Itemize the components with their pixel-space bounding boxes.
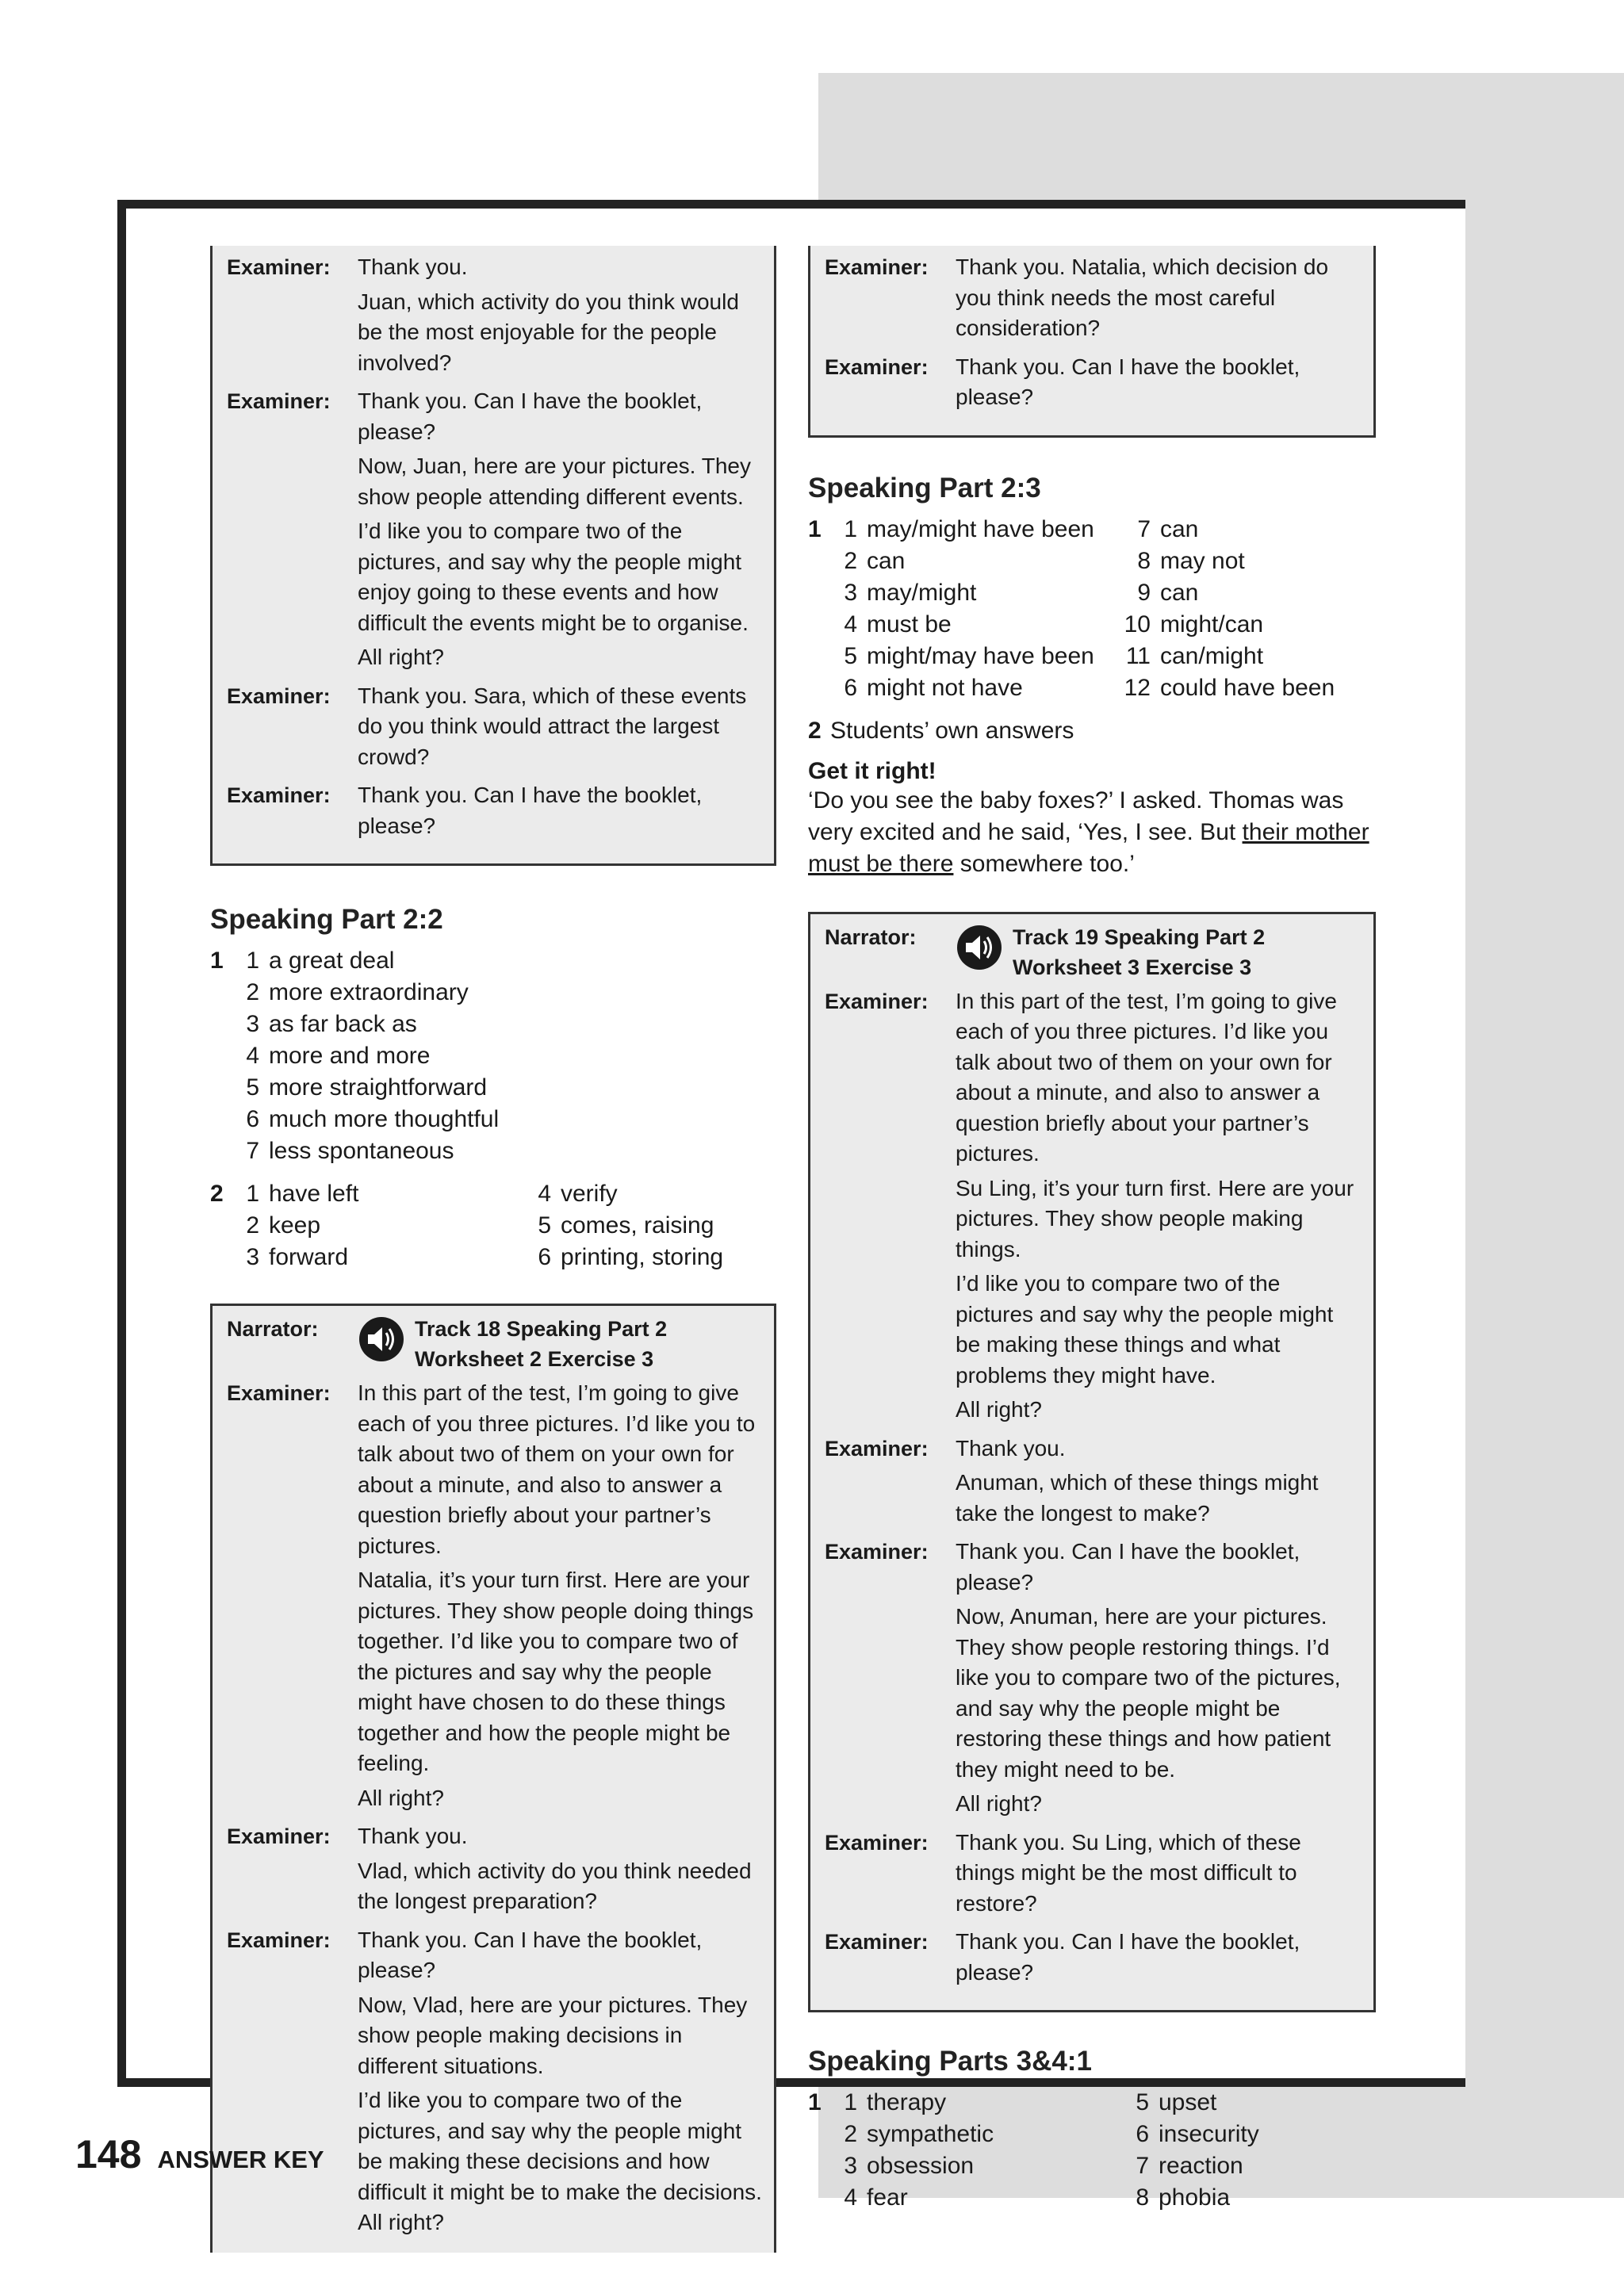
transcript-row: [825, 252, 1362, 348]
answer-item: [830, 641, 1116, 672]
answer-text: verify: [561, 1181, 618, 1207]
answer-item: [1116, 641, 1335, 672]
answer-text: sympathetic: [867, 2121, 994, 2147]
answer-number: 3: [844, 2153, 857, 2179]
transcript-text: Thank you. Can I have the booklet, please?: [358, 1927, 703, 1982]
answer-text: forward: [269, 1244, 349, 1270]
transcript-text: In this part of the test, I’m going to give each of you three pictures. I’d like you talk about two of them on your own for about a minute, and also to answer a question briefly about your partner’s pictures.: [956, 988, 1337, 1166]
transcript-row: [825, 1927, 1362, 1992]
transcript-row: [227, 252, 763, 382]
section-speaking-parts-3-4-1: [808, 2046, 1376, 2214]
narrator-row: [825, 922, 1362, 982]
answer-text: much more thoughtful: [269, 1106, 500, 1132]
answer-number: 1: [246, 948, 259, 974]
transcript-text: I’d like you to compare two of the pictures, and say why the people might be making these decisions and how difficult it might be to make the decisions. All right?: [358, 2088, 762, 2234]
answer-item: [1116, 609, 1335, 641]
narrator-label: Narrator:: [825, 925, 917, 949]
answer-item: [1122, 2150, 1259, 2182]
speaker-label: Examiner:: [825, 1830, 929, 1855]
answer-text: as far back as: [269, 1011, 417, 1037]
speaker-label: Examiner:: [227, 1381, 331, 1405]
answer-number: 5: [1136, 2089, 1149, 2115]
speaker-label: Examiner:: [227, 389, 331, 413]
answer-number: 6: [246, 1106, 259, 1132]
exercise-answer: Students’ own answers: [830, 717, 1074, 744]
answer-item: [830, 2182, 1122, 2214]
answer-item: [232, 1104, 499, 1135]
transcript-box-continued: [210, 246, 776, 866]
section-speaking-part-2-3: [808, 473, 1376, 747]
transcript-text: Vlad, which activity do you think needed the longest preparation?: [358, 1858, 752, 1913]
speaker-label: Examiner:: [227, 783, 331, 807]
answer-number: 1: [844, 515, 857, 542]
exercise-2: [808, 715, 1376, 747]
answer-number: 7: [1136, 2153, 1149, 2179]
answer-text: can: [1160, 515, 1199, 542]
exercise-number: 2: [808, 717, 822, 744]
answer-number: 1: [844, 2089, 857, 2115]
answer-text: have left: [269, 1181, 359, 1207]
answer-number: 10: [1124, 611, 1151, 637]
transcript-text: All right?: [956, 1791, 1042, 1816]
answer-text: reaction: [1159, 2153, 1243, 2179]
speaker-label: Examiner:: [825, 1540, 929, 1564]
answer-number: 4: [246, 1043, 259, 1069]
answer-text: might/may have been: [867, 642, 1094, 669]
track-title: Track 19 Speaking Part 2 Worksheet 3 Exercise 3: [1013, 925, 1266, 979]
transcript-text: Natalia, it’s your turn first. Here are your pictures. They show people doing things together. I’d like you to compare two of the pictures and say why the people might have chosen to do these things together and how the people might be feeling.: [358, 1568, 754, 1775]
narrator-label: Narrator:: [227, 1317, 319, 1341]
answer-item: [1116, 546, 1335, 577]
answer-item: [232, 1040, 499, 1072]
answer-text: can: [1160, 579, 1199, 606]
audio-speaker-icon[interactable]: [956, 924, 1003, 971]
answer-number: 5: [844, 642, 857, 669]
answer-number: 7: [246, 1138, 259, 1164]
answer-number: 3: [246, 1011, 259, 1037]
transcript-text: All right?: [358, 645, 444, 669]
answer-text: can/might: [1160, 642, 1264, 669]
right-column: [808, 246, 1376, 2225]
answer-item: [830, 609, 1116, 641]
exercise-2: [210, 1178, 776, 1273]
transcript-box-track-18: [210, 1304, 776, 2253]
audio-speaker-icon[interactable]: [358, 1315, 405, 1363]
transcript-row: [227, 1925, 763, 2242]
answer-text: less spontaneous: [269, 1138, 454, 1164]
answer-number: 2: [844, 2121, 857, 2147]
speaker-label: Examiner:: [227, 255, 331, 279]
speaker-label: Examiner:: [227, 1824, 331, 1848]
transcript-row: [825, 352, 1362, 417]
get-it-right-text: ‘Do you see the baby foxes?’ I asked. Thomas was very excited and he said, ‘Yes, I see. But their mother must be there somewhere too.’: [808, 787, 1369, 877]
answer-item: [232, 1009, 499, 1040]
transcript-text: Su Ling, it’s your turn first. Here are your pictures. They show people making things.: [956, 1175, 1354, 1262]
answer-number: 7: [1137, 515, 1151, 542]
answer-item: [232, 977, 499, 1009]
transcript-text: Now, Juan, here are your pictures. They show people attending different events.: [358, 454, 751, 509]
answer-item: [830, 577, 1116, 609]
section-title: Speaking Part 2:2: [210, 904, 443, 935]
answer-text: comes, raising: [561, 1212, 714, 1239]
answer-item: [232, 945, 499, 977]
answer-item: [830, 2119, 1122, 2150]
transcript-text: Thank you. Can I have the booklet, please?: [956, 1929, 1300, 1985]
answer-text: keep: [269, 1212, 321, 1239]
transcript-row: [227, 386, 763, 677]
answer-number: 4: [844, 2184, 857, 2211]
transcript-row: [227, 780, 763, 845]
answer-item: [1122, 2182, 1259, 2214]
answer-number: 6: [538, 1244, 551, 1270]
answer-text: might/can: [1160, 611, 1264, 637]
answer-number: 5: [246, 1074, 259, 1101]
answer-item: [524, 1242, 723, 1273]
answer-text: could have been: [1160, 674, 1335, 701]
answer-number: 3: [246, 1244, 259, 1270]
speaker-label: Examiner:: [227, 1928, 331, 1952]
answer-number: 4: [844, 611, 857, 637]
answer-text: might not have: [867, 674, 1023, 701]
speaker-label: Examiner:: [825, 1436, 929, 1461]
transcript-row: [227, 1821, 763, 1921]
transcript-text: All right?: [358, 1785, 444, 1810]
answer-item: [524, 1210, 723, 1242]
answer-number: 6: [1136, 2121, 1149, 2147]
transcript-text: In this part of the test, I’m going to give each of you three pictures. I’d like you to talk about two of them on your own for about a minute, and also to answer a question briefly about your partner’s pictures.: [358, 1380, 756, 1558]
answer-item: [830, 514, 1116, 546]
answer-item: [232, 1072, 499, 1104]
answer-text: more and more: [269, 1043, 431, 1069]
answer-text: phobia: [1159, 2184, 1231, 2211]
answer-number: 8: [1137, 547, 1151, 574]
answer-item: [830, 2150, 1122, 2182]
answer-text: must be: [867, 611, 952, 637]
transcript-row: [227, 681, 763, 777]
transcript-text: Thank you. Sara, which of these events do you think would attract the largest crowd?: [358, 683, 747, 769]
exercise-number: 1: [210, 948, 224, 974]
answer-number: 11: [1125, 642, 1151, 669]
transcript-row: [825, 1828, 1362, 1924]
answer-item: [830, 546, 1116, 577]
answer-item: [232, 1135, 499, 1167]
answer-text: more straightforward: [269, 1074, 488, 1101]
answer-item: [232, 1210, 524, 1242]
answer-text: upset: [1159, 2089, 1217, 2115]
transcript-row: [227, 1378, 763, 1817]
transcript-row: [825, 986, 1362, 1430]
answer-number: 4: [538, 1181, 551, 1207]
answer-item: [1122, 2119, 1259, 2150]
exercise-number: 2: [210, 1181, 224, 1207]
transcript-box-continued: [808, 246, 1376, 438]
get-it-right-title: Get it right!: [808, 757, 936, 784]
section-title: Speaking Part 2:3: [808, 472, 1041, 503]
transcript-box-track-19: [808, 912, 1376, 2013]
answer-number: 2: [844, 547, 857, 574]
answer-text: obsession: [867, 2153, 975, 2179]
speaker-label: Examiner:: [227, 683, 331, 708]
answer-number: 8: [1136, 2184, 1149, 2211]
exercise-number: 1: [808, 515, 822, 542]
answer-text: may/might have been: [867, 515, 1094, 542]
section-speaking-part-2-2: [210, 904, 776, 1273]
exercise-number: 1: [808, 2089, 822, 2115]
answer-item: [1116, 514, 1335, 546]
transcript-text: I’d like you to compare two of the pictures, and say why the people might enjoy going to these events and how difficult the events might be to organise.: [358, 519, 749, 635]
answer-item: [1116, 672, 1335, 704]
answer-number: 2: [246, 979, 259, 1005]
answer-item: [830, 672, 1116, 704]
transcript-text: Thank you. Su Ling, which of these things might be the most difficult to restore?: [956, 1829, 1301, 1916]
footer-label: ANSWER KEY: [157, 2146, 324, 2173]
answer-text: fear: [867, 2184, 908, 2211]
answer-number: 1: [246, 1181, 259, 1207]
answer-item: [232, 1178, 524, 1210]
answer-text: printing, storing: [561, 1244, 724, 1270]
speaker-label: Examiner:: [825, 1930, 929, 1954]
transcript-text: Juan, which activity do you think would be the most enjoyable for the people involved?: [358, 289, 739, 375]
left-column: [210, 246, 776, 2253]
transcript-row: [825, 1434, 1362, 1533]
get-it-right: [808, 758, 1376, 880]
transcript-text: Thank you.: [358, 1824, 468, 1848]
answer-item: [830, 2087, 1122, 2119]
answer-number: 3: [844, 579, 857, 606]
transcript-text: Now, Anuman, here are your pictures. They show people restoring things. I’d like you to compare two of the pictures, and say why the people might be restoring these things and how patient they might need to be.: [956, 1604, 1341, 1782]
answer-number: 5: [538, 1212, 551, 1239]
transcript-text: Thank you. Can I have the booklet, please?: [358, 783, 703, 838]
transcript-text: Now, Vlad, here are your pictures. They show people making decisions in different situations.: [358, 1992, 748, 2078]
page-number: 148: [75, 2132, 142, 2177]
page-footer: [75, 2131, 324, 2177]
answer-number: 2: [246, 1212, 259, 1239]
exercise-1: [210, 945, 776, 1167]
answer-number: 9: [1137, 579, 1151, 606]
answer-item: [1116, 577, 1335, 609]
section-title: Speaking Parts 3&4:1: [808, 2046, 1092, 2077]
answer-text: insecurity: [1159, 2121, 1259, 2147]
transcript-text: Thank you. Can I have the booklet, please?: [956, 1539, 1300, 1595]
track-title: Track 18 Speaking Part 2 Worksheet 2 Exercise 3: [415, 1317, 668, 1371]
transcript-text: All right?: [956, 1397, 1042, 1422]
answer-item: [524, 1178, 723, 1210]
narrator-row: [227, 1314, 763, 1374]
speaker-label: Examiner:: [825, 354, 929, 379]
transcript-text: Thank you. Can I have the booklet, please?: [956, 354, 1300, 409]
answer-number: 6: [844, 674, 857, 701]
answer-text: may/might: [867, 579, 977, 606]
transcript-text: Thank you.: [358, 255, 468, 279]
answer-number: 12: [1124, 674, 1151, 701]
answer-text: a great deal: [269, 948, 395, 974]
answer-text: more extraordinary: [269, 979, 469, 1005]
speaker-label: Examiner:: [825, 989, 929, 1013]
answer-item: [232, 1242, 524, 1273]
transcript-text: Anuman, which of these things might take the longest to make?: [956, 1470, 1319, 1526]
answer-item: [1122, 2087, 1259, 2119]
answer-text: may not: [1160, 547, 1245, 574]
exercise-1: [808, 2087, 1376, 2214]
answer-text: can: [867, 547, 906, 574]
transcript-text: Thank you.: [956, 1435, 1066, 1461]
answer-text: therapy: [867, 2089, 947, 2115]
exercise-1: [808, 514, 1376, 704]
transcript-row: [825, 1537, 1362, 1824]
transcript-text: Thank you. Natalia, which decision do you think needs the most careful consideration?: [956, 255, 1329, 340]
transcript-text: I’d like you to compare two of the pictures and say why the people might be making these things and what problems they might have.: [956, 1271, 1334, 1388]
transcript-text: Thank you. Can I have the booklet, please?: [358, 389, 703, 444]
speaker-label: Examiner:: [825, 255, 929, 279]
